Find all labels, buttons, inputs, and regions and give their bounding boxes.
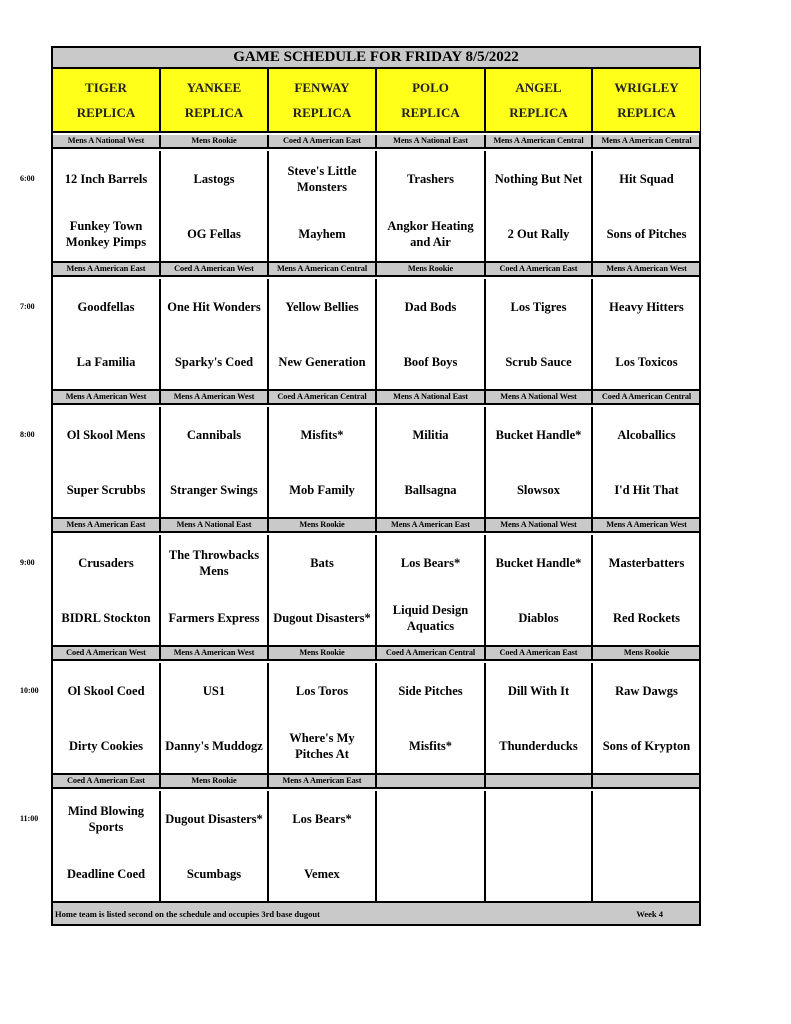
- home-team: New Generation: [278, 354, 366, 369]
- division-label: Mens A American West: [606, 264, 687, 273]
- game-cell: [486, 279, 593, 389]
- home-team: I'd Hit That: [614, 482, 679, 497]
- home-team: Thunderducks: [499, 738, 578, 753]
- home-team: OG Fellas: [187, 226, 241, 241]
- home-team: [593, 846, 700, 901]
- game-cell: [269, 151, 377, 261]
- away-team: One Hit Wonders: [167, 299, 261, 314]
- away-team: Heavy Hitters: [609, 299, 684, 314]
- schedule-sheet: [51, 46, 701, 926]
- division-label: Mens Rookie: [161, 135, 269, 147]
- away-team: Dad Bods: [404, 299, 457, 314]
- division-label: Coed A American Central: [377, 647, 486, 659]
- division-label: Mens A National East: [377, 135, 486, 147]
- field-header-row: [53, 69, 699, 133]
- division-label: Coed A American East: [486, 263, 593, 275]
- home-team: Danny's Muddogz: [165, 738, 263, 753]
- away-team: Los Tigres: [510, 299, 567, 314]
- division-label: Mens A American West: [53, 391, 161, 403]
- game-cell: [161, 407, 269, 517]
- game-cell: [377, 791, 486, 901]
- division-label: Mens A American West: [606, 520, 687, 529]
- away-team: Alcoballics: [617, 427, 676, 442]
- away-team: Mind Blowing Sports: [67, 803, 145, 834]
- game-cell: [161, 791, 269, 901]
- home-team: Mob Family: [289, 482, 355, 497]
- away-team: [377, 791, 484, 846]
- time-slot-label: 11:00: [20, 814, 39, 823]
- away-team: 12 Inch Barrels: [64, 171, 148, 186]
- away-team: Bucket Handle*: [495, 427, 582, 442]
- division-label: Mens Rookie: [269, 647, 377, 659]
- home-team: [486, 846, 591, 901]
- game-row: [53, 535, 699, 647]
- division-row: [53, 263, 699, 277]
- away-team: Trashers: [407, 171, 454, 186]
- home-team: Farmers Express: [168, 610, 260, 625]
- game-cell: [593, 279, 700, 389]
- division-label: Mens A American Central: [486, 135, 593, 147]
- time-slot-label: 7:00: [20, 302, 35, 311]
- game-cell: [53, 151, 161, 261]
- game-cell: [53, 791, 161, 901]
- footer: [53, 903, 699, 924]
- game-cell: [53, 407, 161, 517]
- home-team: Scrub Sauce: [505, 354, 572, 369]
- away-team: Los Bears*: [400, 555, 461, 570]
- game-cell: [593, 791, 700, 901]
- away-team: Bats: [310, 555, 334, 570]
- game-row: [53, 151, 699, 263]
- division-label: Mens A American Central: [601, 136, 692, 145]
- division-label: Mens Rookie: [623, 648, 670, 657]
- game-cell: [269, 791, 377, 901]
- division-row: [53, 647, 699, 661]
- field-sub: REPLICA: [617, 104, 676, 120]
- field-sub: REPLICA: [292, 104, 352, 120]
- game-cell: [269, 535, 377, 645]
- away-team: [593, 791, 700, 846]
- game-cell: [377, 535, 486, 645]
- game-cell: [377, 407, 486, 517]
- field-sub: REPLICA: [184, 104, 244, 120]
- home-team: Los Toxicos: [615, 354, 678, 369]
- away-team: Raw Dawgs: [615, 683, 678, 698]
- field-header: [269, 69, 377, 131]
- away-team: Los Toros: [295, 683, 349, 698]
- division-label: Mens A National West: [486, 519, 593, 531]
- game-cell: [486, 535, 593, 645]
- division-label: [486, 775, 593, 787]
- game-cell: [377, 151, 486, 261]
- field-header: [377, 69, 486, 131]
- home-team: [377, 846, 484, 901]
- division-label: Coed A American East: [53, 775, 161, 787]
- game-cell: [486, 791, 593, 901]
- game-row: [53, 663, 699, 775]
- home-team: Super Scrubbs: [66, 482, 146, 497]
- away-team: Misfits*: [300, 427, 344, 442]
- away-team: Ol Skool Mens: [66, 427, 146, 442]
- away-team: Nothing But Net: [494, 171, 583, 186]
- away-team: Crusaders: [78, 555, 134, 570]
- division-label: Mens A American East: [377, 519, 486, 531]
- away-team: The Throwbacks Mens: [168, 547, 260, 578]
- game-cell: [593, 663, 700, 773]
- field-sub: REPLICA: [76, 104, 136, 120]
- field-name: TIGER: [85, 79, 127, 95]
- game-cell: [269, 407, 377, 517]
- home-team: Deadline Coed: [66, 866, 146, 881]
- game-cell: [161, 151, 269, 261]
- home-team: Scumbags: [186, 866, 242, 881]
- game-cell: [486, 663, 593, 773]
- home-team: Mayhem: [298, 226, 346, 241]
- division-label: Coed A American Central: [269, 391, 377, 403]
- field-sub: REPLICA: [509, 104, 568, 120]
- game-cell: [486, 151, 593, 261]
- field-header: [486, 69, 593, 131]
- time-slot-label: 9:00: [20, 558, 35, 567]
- home-team: Diablos: [518, 610, 559, 625]
- away-team: Ol Skool Coed: [67, 683, 145, 698]
- away-team: Bucket Handle*: [495, 555, 582, 570]
- time-slot-label: 10:00: [20, 686, 39, 695]
- division-label: Coed A American West: [53, 647, 161, 659]
- division-label: Mens Rookie: [269, 519, 377, 531]
- away-team: Lastogs: [193, 171, 235, 186]
- division-label: Mens A American West: [161, 391, 269, 403]
- home-team: Liquid Design Aquatics: [392, 602, 469, 633]
- away-team: Masterbatters: [608, 555, 685, 570]
- division-label: Mens A American East: [269, 775, 377, 787]
- division-row: [53, 391, 699, 405]
- division-label: Coed A American East: [486, 647, 593, 659]
- home-team: Sons of Krypton: [602, 738, 691, 753]
- away-team: Militia: [412, 427, 449, 442]
- division-row: [53, 775, 699, 789]
- home-team: Stranger Swings: [170, 482, 258, 497]
- division-label: [377, 775, 486, 787]
- away-team: Dugout Disasters*: [165, 811, 263, 826]
- home-team: Vemex: [304, 866, 340, 881]
- game-row: [53, 407, 699, 519]
- field-header: [593, 69, 700, 131]
- game-cell: [269, 663, 377, 773]
- division-label: Mens A American Central: [269, 263, 377, 275]
- time-slot-label: 8:00: [20, 430, 35, 439]
- home-team: Sons of Pitches: [606, 226, 687, 241]
- division-label: Mens Rookie: [161, 775, 269, 787]
- home-team: Misfits*: [408, 738, 453, 753]
- field-name: POLO: [412, 79, 449, 95]
- division-label: Mens A American East: [53, 263, 161, 275]
- game-cell: [53, 663, 161, 773]
- game-cell: [53, 535, 161, 645]
- away-team: Los Bears*: [292, 811, 352, 826]
- away-team: Goodfellas: [77, 299, 135, 314]
- division-label: Mens A National East: [161, 519, 269, 531]
- division-label: Mens A National West: [486, 391, 593, 403]
- division-label: Coed A American Central: [601, 392, 692, 401]
- home-team: Sparky's Coed: [174, 354, 254, 369]
- home-team: Dirty Cookies: [69, 738, 143, 753]
- division-label: Mens Rookie: [377, 263, 486, 275]
- game-row: [53, 279, 699, 391]
- home-team: Funkey Town Monkey Pimps: [65, 218, 147, 249]
- field-name: FENWAY: [294, 79, 350, 95]
- away-team: Hit Squad: [619, 171, 674, 186]
- game-cell: [377, 663, 486, 773]
- game-cell: [161, 279, 269, 389]
- away-team: [486, 791, 591, 846]
- game-cell: [486, 407, 593, 517]
- division-label: Coed A American East: [269, 135, 377, 147]
- away-team: Side Pitches: [398, 683, 463, 698]
- division-label: Mens A National East: [377, 391, 486, 403]
- game-cell: [161, 663, 269, 773]
- game-cell: [377, 279, 486, 389]
- away-team: Dill With It: [507, 683, 570, 698]
- footer-note: Home team is listed second on the schedule and occupies 3rd base dugout: [55, 908, 320, 919]
- division-label: Mens A National West: [53, 135, 161, 147]
- home-team: La Familia: [76, 354, 136, 369]
- home-team: Where's My Pitches At: [289, 730, 355, 761]
- time-slot-label: 6:00: [20, 174, 35, 183]
- game-cell: [269, 279, 377, 389]
- field-header: [53, 69, 161, 131]
- week-label: Week 4: [636, 908, 663, 919]
- division-row: [53, 135, 699, 149]
- away-team: Steve's Little Monsters: [287, 163, 357, 194]
- home-team: Ballsagna: [404, 482, 457, 497]
- away-team: Yellow Bellies: [285, 299, 359, 314]
- division-label: Mens A American West: [161, 647, 269, 659]
- home-team: Boof Boys: [403, 354, 458, 369]
- field-header: [161, 69, 269, 131]
- home-team: Red Rockets: [612, 610, 680, 625]
- away-team: US1: [202, 683, 226, 698]
- division-label: [593, 775, 700, 787]
- field-sub: REPLICA: [401, 104, 460, 120]
- home-team: BIDRL Stockton: [61, 610, 151, 625]
- game-cell: [593, 407, 700, 517]
- division-row: [53, 519, 699, 533]
- field-name: ANGEL: [515, 79, 562, 95]
- away-team: Cannibals: [186, 427, 242, 442]
- division-label: Coed A American West: [161, 263, 269, 275]
- home-team: Slowsox: [516, 482, 561, 497]
- game-cell: [593, 535, 700, 645]
- home-team: 2 Out Rally: [507, 226, 570, 241]
- game-cell: [593, 151, 700, 261]
- game-cell: [53, 279, 161, 389]
- field-name: WRIGLEY: [614, 79, 679, 95]
- division-label: Mens A American East: [53, 519, 161, 531]
- home-team: Angkor Heating and Air: [387, 218, 474, 249]
- game-row: [53, 791, 699, 903]
- field-name: YANKEE: [186, 79, 242, 95]
- game-cell: [161, 535, 269, 645]
- schedule-title: GAME SCHEDULE FOR FRIDAY 8/5/2022: [53, 48, 699, 69]
- home-team: Dugout Disasters*: [273, 610, 371, 625]
